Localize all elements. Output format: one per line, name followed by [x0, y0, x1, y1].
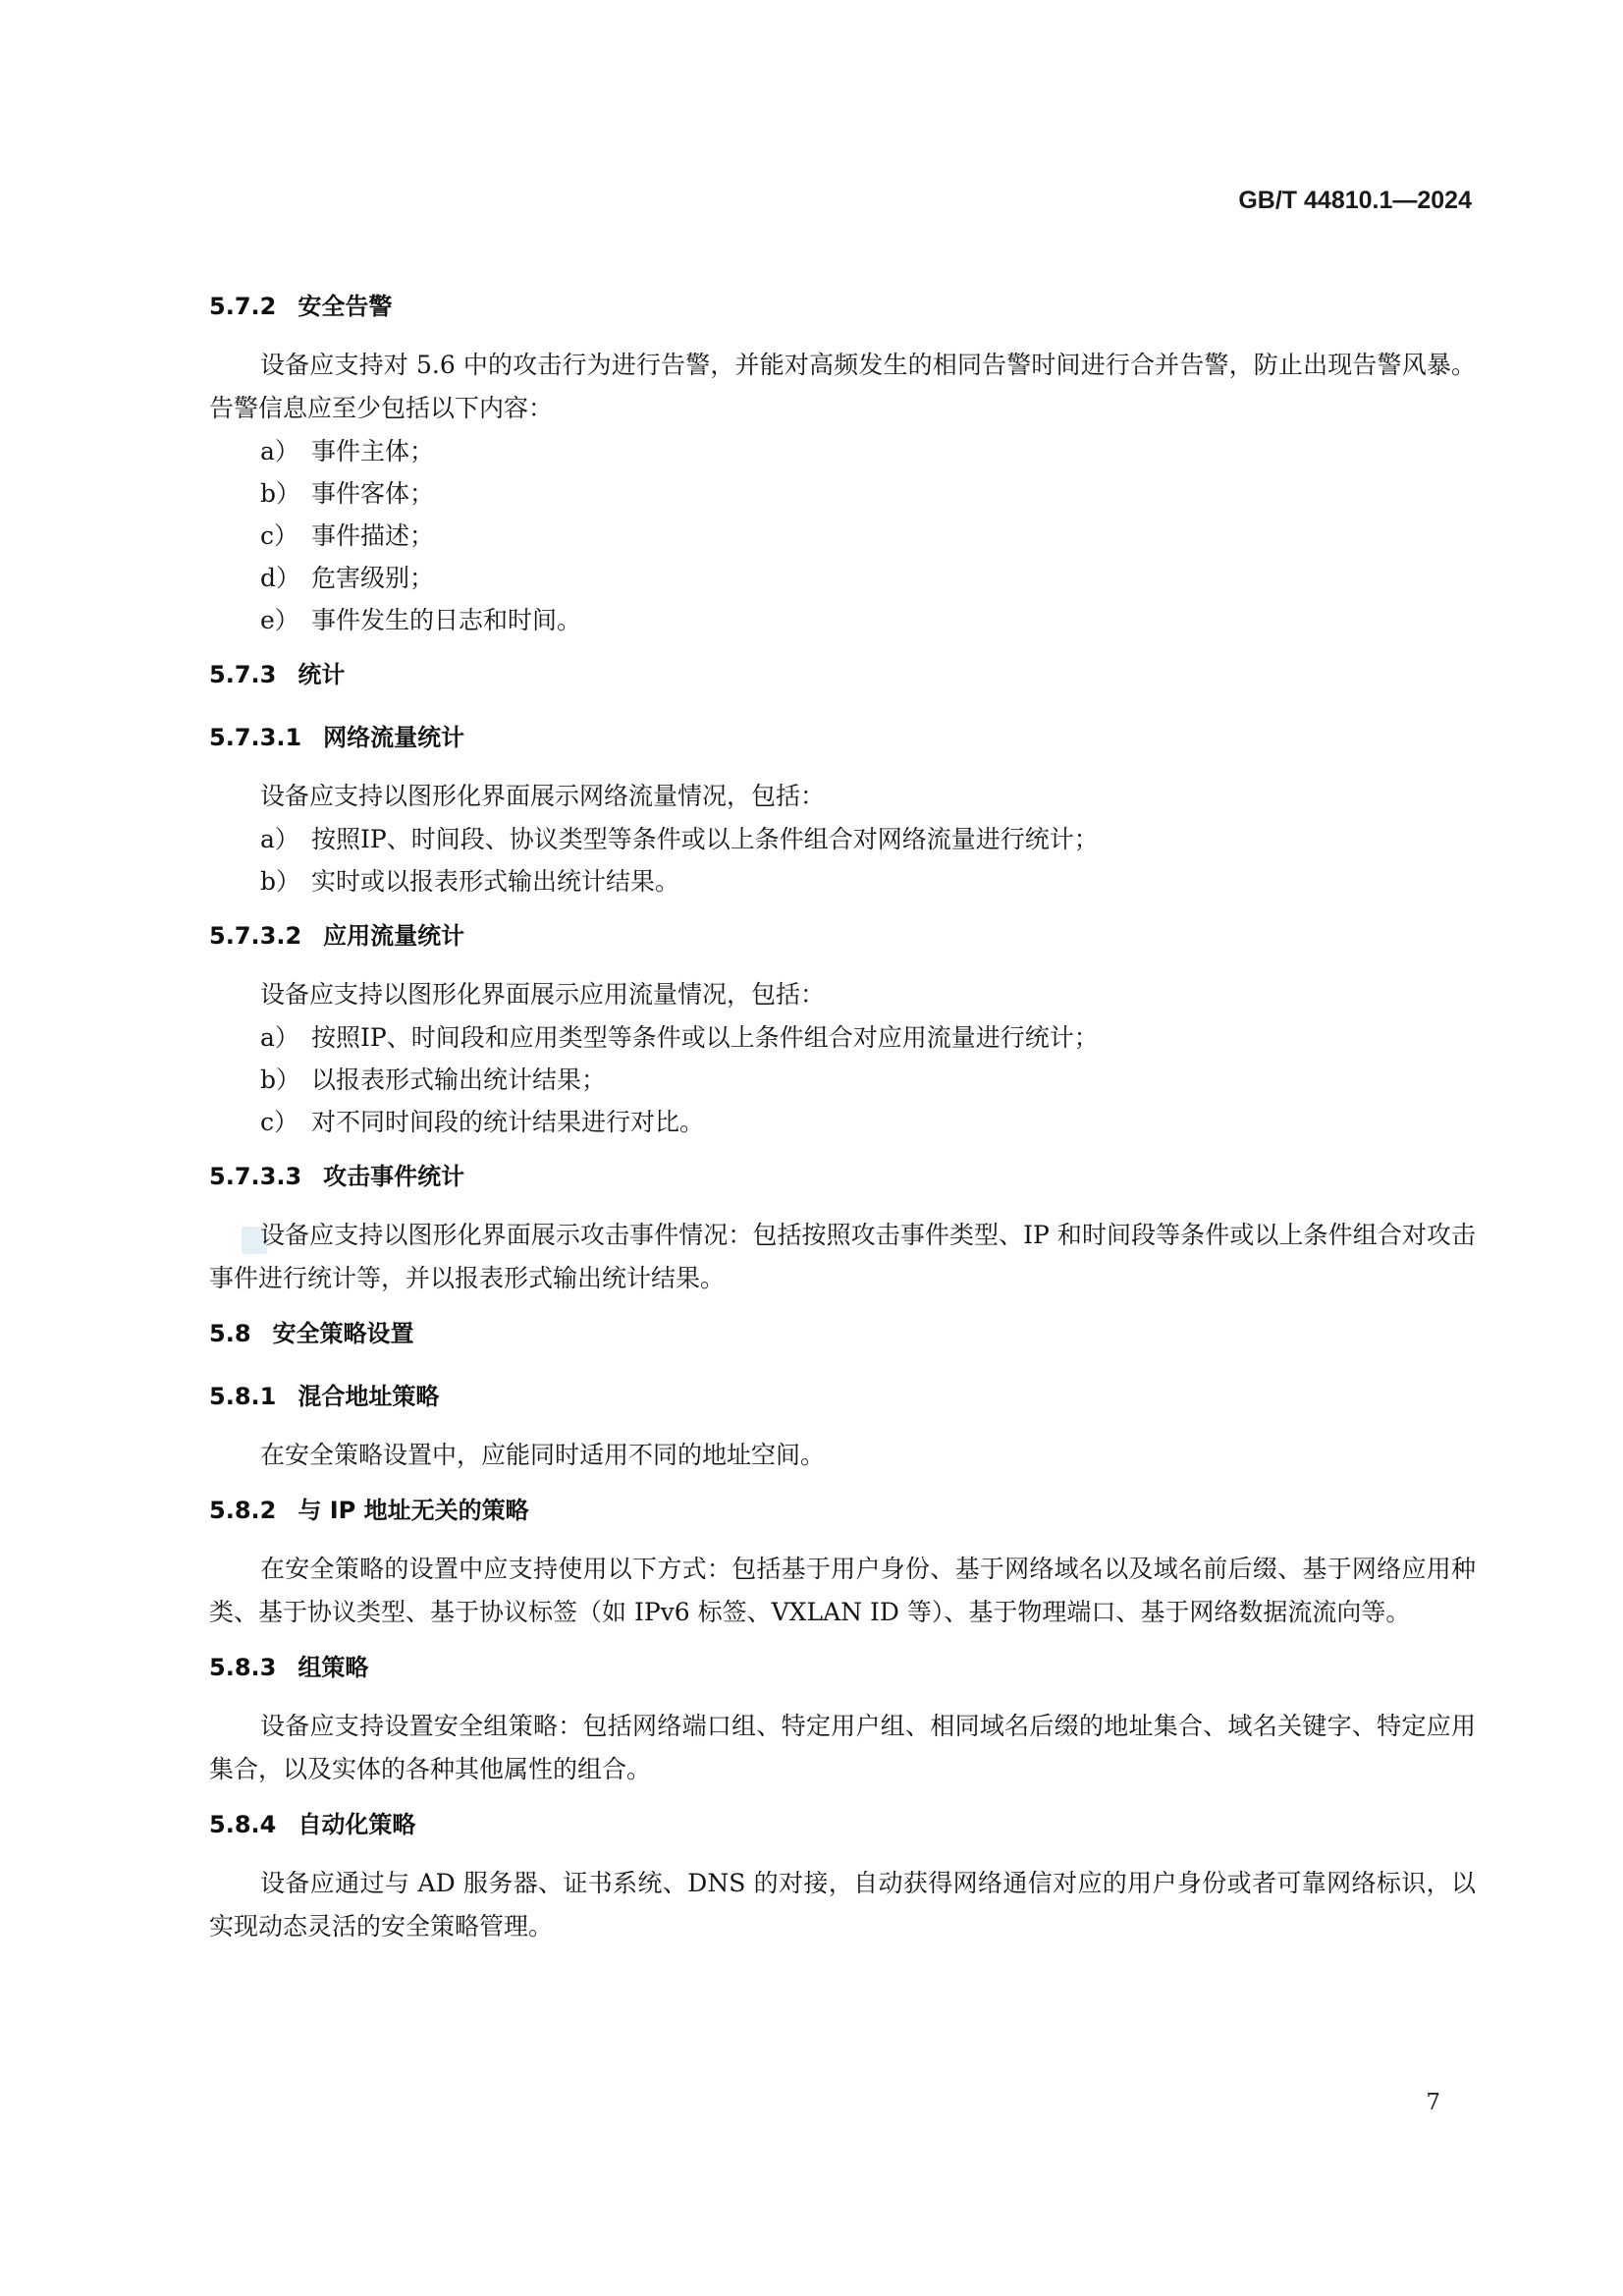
list-marker: e）	[260, 606, 299, 634]
list-marker: b）	[260, 479, 301, 508]
heading-number: 5.7.3.2	[209, 922, 302, 950]
list-text: 按照IP、时间段和应用类型等条件或以上条件组合对应用流量进行统计；	[311, 1023, 1099, 1052]
list-text: 事件描述；	[311, 521, 435, 550]
list-item	[209, 430, 1476, 472]
list-marker: a）	[260, 1023, 299, 1052]
heading-title: 攻击事件统计	[323, 1163, 465, 1190]
heading-5-7-3-1	[209, 722, 1476, 753]
list-marker: c）	[260, 521, 299, 550]
list-text: 危害级别；	[311, 564, 435, 592]
paragraph-5-8-1: 在安全策略设置中，应能同时适用不同的地址空间。	[260, 1441, 826, 1469]
heading-5-8-4	[209, 1809, 1476, 1840]
heading-number: 5.8.2	[209, 1497, 277, 1524]
list-marker: c）	[260, 1108, 299, 1136]
heading-title: 混合地址策略	[298, 1383, 440, 1410]
heading-number: 5.7.3.1	[209, 724, 302, 751]
list-item	[209, 860, 1476, 902]
list-item	[209, 818, 1476, 860]
list-item	[209, 1016, 1476, 1059]
list-marker: b）	[260, 867, 301, 896]
heading-title: 自动化策略	[298, 1811, 416, 1838]
list-item	[209, 472, 1476, 515]
list-item	[209, 515, 1476, 557]
heading-5-7-3-3	[209, 1161, 1476, 1192]
paragraph-5-7-2: 设备应支持对 5.6 中的攻击行为进行告警，并能对高频发生的相同告警时间进行合并告警，防止出现告警风暴。告警信息应至少包括以下内容：	[209, 351, 1476, 422]
heading-5-7-2	[209, 291, 1476, 322]
list-marker: b）	[260, 1066, 301, 1094]
heading-5-7-3	[209, 659, 1476, 690]
list-text: 事件主体；	[311, 437, 435, 465]
heading-number: 5.8	[209, 1320, 251, 1347]
standard-number: GB/T 44810.1—2024	[1238, 187, 1472, 214]
heading-number: 5.8.4	[209, 1811, 277, 1838]
heading-5-8-3	[209, 1652, 1476, 1683]
heading-title: 安全告警	[298, 293, 393, 320]
list-item	[209, 557, 1476, 599]
paragraph-5-8-3: 设备应支持设置安全组策略：包括网络端口组、特定用户组、相同域名后缀的地址集合、域名关键字、特定应用集合，以及实体的各种其他属性的组合。	[209, 1712, 1476, 1783]
heading-number: 5.7.3.3	[209, 1163, 302, 1190]
page-number: 7	[1426, 2090, 1440, 2115]
list-text: 实时或以报表形式输出统计结果。	[311, 867, 680, 896]
list-text: 事件发生的日志和时间。	[311, 606, 582, 634]
list-item	[209, 1059, 1476, 1101]
heading-number: 5.7.2	[209, 293, 277, 320]
heading-title: 组策略	[298, 1654, 369, 1681]
heading-number: 5.7.3	[209, 661, 277, 688]
heading-number: 5.8.3	[209, 1654, 277, 1681]
paragraph-5-7-3-2: 设备应支持以图形化界面展示应用流量情况，包括：	[260, 980, 826, 1009]
list-marker: a）	[260, 437, 299, 465]
list-text: 以报表形式输出统计结果；	[311, 1066, 607, 1094]
list-text: 事件客体；	[311, 479, 435, 508]
heading-title: 统计	[298, 661, 346, 688]
list-text: 对不同时间段的统计结果进行对比。	[311, 1108, 705, 1136]
heading-5-8-2	[209, 1495, 1476, 1526]
paragraph-5-8-2: 在安全策略的设置中应支持使用以下方式：包括基于用户身份、基于网络域名以及域名前后缀、基于网络应用种类、基于协议类型、基于协议标签（如 IPv6 标签、VXLAN ID 等）、基于物理端口、基于网络数据流流向等。	[209, 1555, 1476, 1626]
heading-5-8-1	[209, 1381, 1476, 1412]
list-text: 按照IP、时间段、协议类型等条件或以上条件组合对网络流量进行统计；	[311, 825, 1099, 853]
heading-title: 安全策略设置	[272, 1320, 414, 1347]
heading-title: 与 IP 地址无关的策略	[298, 1497, 529, 1524]
heading-5-8	[209, 1318, 1476, 1349]
heading-number: 5.8.1	[209, 1383, 277, 1410]
page-content	[209, 291, 1476, 1948]
heading-title: 网络流量统计	[323, 724, 465, 751]
list-item	[209, 599, 1476, 641]
paragraph-5-7-3-3: 设备应支持以图形化界面展示攻击事件情况：包括按照攻击事件类型、IP 和时间段等条件或以上条件组合对攻击事件进行统计等，并以报表形式输出统计结果。	[209, 1221, 1476, 1292]
heading-title: 应用流量统计	[323, 922, 465, 950]
paragraph-5-8-4: 设备应通过与 AD 服务器、证书系统、DNS 的对接，自动获得网络通信对应的用户身份或者可靠网络标识，以实现动态灵活的安全策略管理。	[209, 1869, 1476, 1941]
list-marker: a）	[260, 825, 299, 853]
paragraph-5-7-3-1: 设备应支持以图形化界面展示网络流量情况，包括：	[260, 782, 826, 810]
list-item	[209, 1101, 1476, 1143]
heading-5-7-3-2	[209, 920, 1476, 952]
list-marker: d）	[260, 564, 301, 592]
